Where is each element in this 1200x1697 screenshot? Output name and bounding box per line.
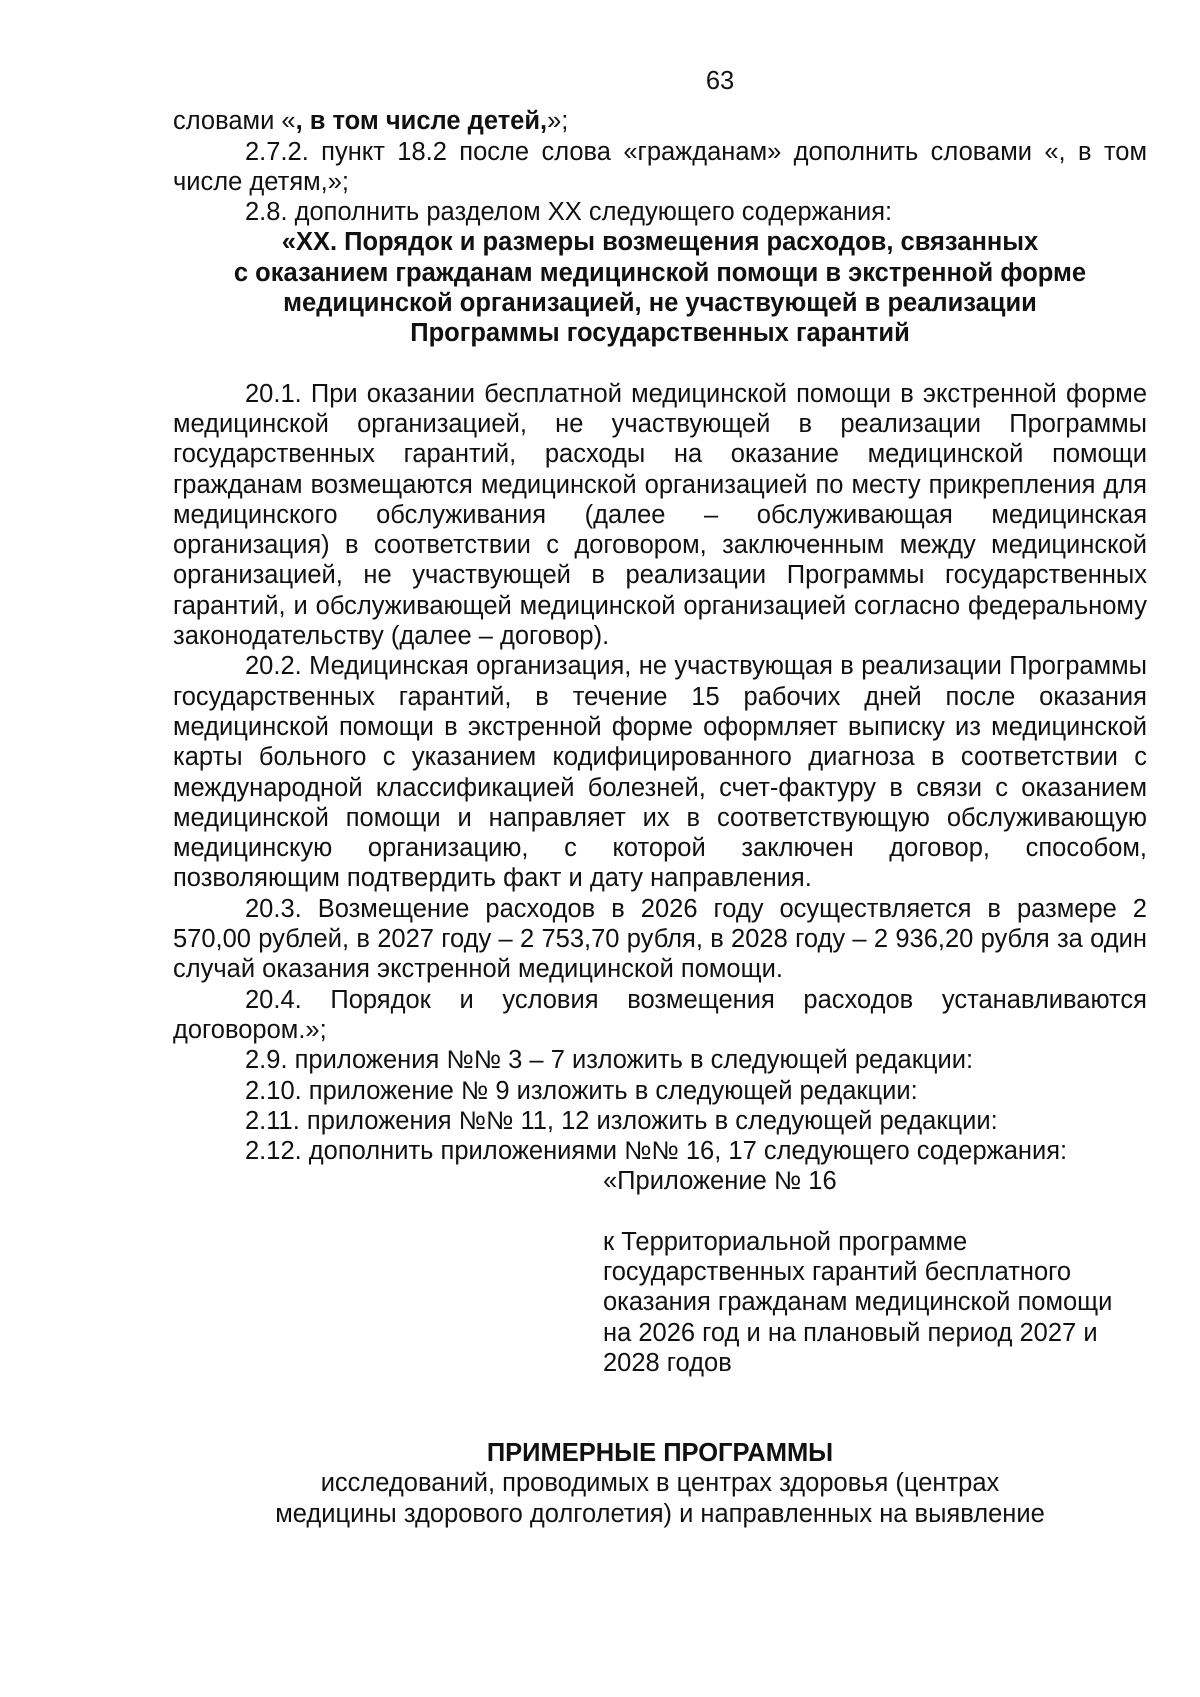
section-heading-line: с оказанием гражданам медицинской помощи в экстренной форме [233, 258, 1087, 287]
section-heading [173, 227, 1147, 348]
annex-reference-line: к Территориальной программе [603, 1227, 968, 1256]
text-line-continuation [173, 106, 1147, 136]
paragraph-20-3: 20.3. Возмещение расходов в 2026 году осуществляется в размере 2 570,00 рублей, в 2027 году – 2 753,70 рубля, в 2028 году – 2 936,20 рубля за один случай оказания экстренной медицинской помощи. [173, 894, 1147, 984]
paragraph-2-8: 2.8. дополнить разделом XX следующего содержания: [245, 198, 893, 227]
annex-reference-line: оказания гражданам медицинской помощи [603, 1288, 1113, 1317]
annex-reference-line: государственных гарантий бесплатного [603, 1257, 1072, 1286]
annex-reference-line: 2028 годов [603, 1348, 732, 1377]
paragraph-20-2: 20.2. Медицинская организация, не участвующая в реализации Программы государственных гарантий, в течение 15 рабочих дней после оказания медицинской помощи в экстренной форме оформляет выписку из медицинской карты больного с указанием кодифицированного диагноза в соответствии с международной классификацией болезней, счет-фактуру в связи с оказанием медицинской помощи и направляет их в соответствующую обслуживающую медицинскую организацию, с которой заключен договор, способом, позволяющим подтвердить факт и дату направления. [173, 652, 1147, 893]
paragraph-20-1: 20.1. При оказании бесплатной медицинской помощи в экстренной форме медицинской организацией, не участвующей в реализации Программы государственных гарантий, расходы на оказание медицинской помощи гражданам возмещаются медицинской организацией по месту прикрепления для медицинского обслуживания (далее – обслуживающая медицинская организация) в соответствии с договором, заключенным между медицинской организацией, не участвующей в реализации Программы государственных гарантий, и обслуживающей медицинской организацией согласно федеральному законодательству (далее – договор). [173, 379, 1147, 651]
section-heading-line: Программы государственных гарантий [410, 319, 910, 348]
program-title: ПРИМЕРНЫЕ ПРОГРАММЫ [486, 1439, 834, 1468]
section-heading-line: «XX. Порядок и размеры возмещения расходов, связанных [281, 228, 1039, 257]
annex-reference-line: на 2026 год и на плановый период 2027 и [603, 1318, 1098, 1347]
paragraph-2-7-2: 2.7.2. пункт 18.2 после слова «гражданам» дополнить словами «, в том числе детям,»; [173, 137, 1147, 196]
program-subtitle-line: медицины здорового долголетия) и направленных на выявление [275, 1499, 1045, 1528]
paragraph-2-12: 2.12. дополнить приложениями №№ 16, 17 следующего содержания: [245, 1137, 1068, 1166]
paragraph-2-9: 2.9. приложения №№ 3 – 7 изложить в следующей редакции: [245, 1046, 974, 1075]
bold-fragment: , в том числе детей, [295, 107, 548, 136]
annex-reference [603, 1227, 1163, 1378]
paragraph-2-10: 2.10. приложение № 9 изложить в следующей редакции: [245, 1076, 918, 1105]
paragraph-20-4: 20.4. Порядок и условия возмещения расходов устанавливаются договором.»; [173, 985, 1147, 1044]
annex-title: «Приложение № 16 [603, 1167, 837, 1196]
spacer [173, 349, 1147, 379]
section-heading-line: медицинской организацией, не участвующей в реализации [283, 289, 1037, 318]
program-subtitle-line: исследований, проводимых в центрах здоровья (центрах [320, 1469, 1000, 1498]
text-fragment: словами « [173, 107, 296, 136]
paragraph-2-11: 2.11. приложения №№ 11, 12 изложить в следующей редакции: [245, 1106, 998, 1135]
page-number: 63 [705, 67, 735, 95]
text-fragment: »; [547, 107, 569, 136]
program-subtitle [173, 1468, 1147, 1529]
